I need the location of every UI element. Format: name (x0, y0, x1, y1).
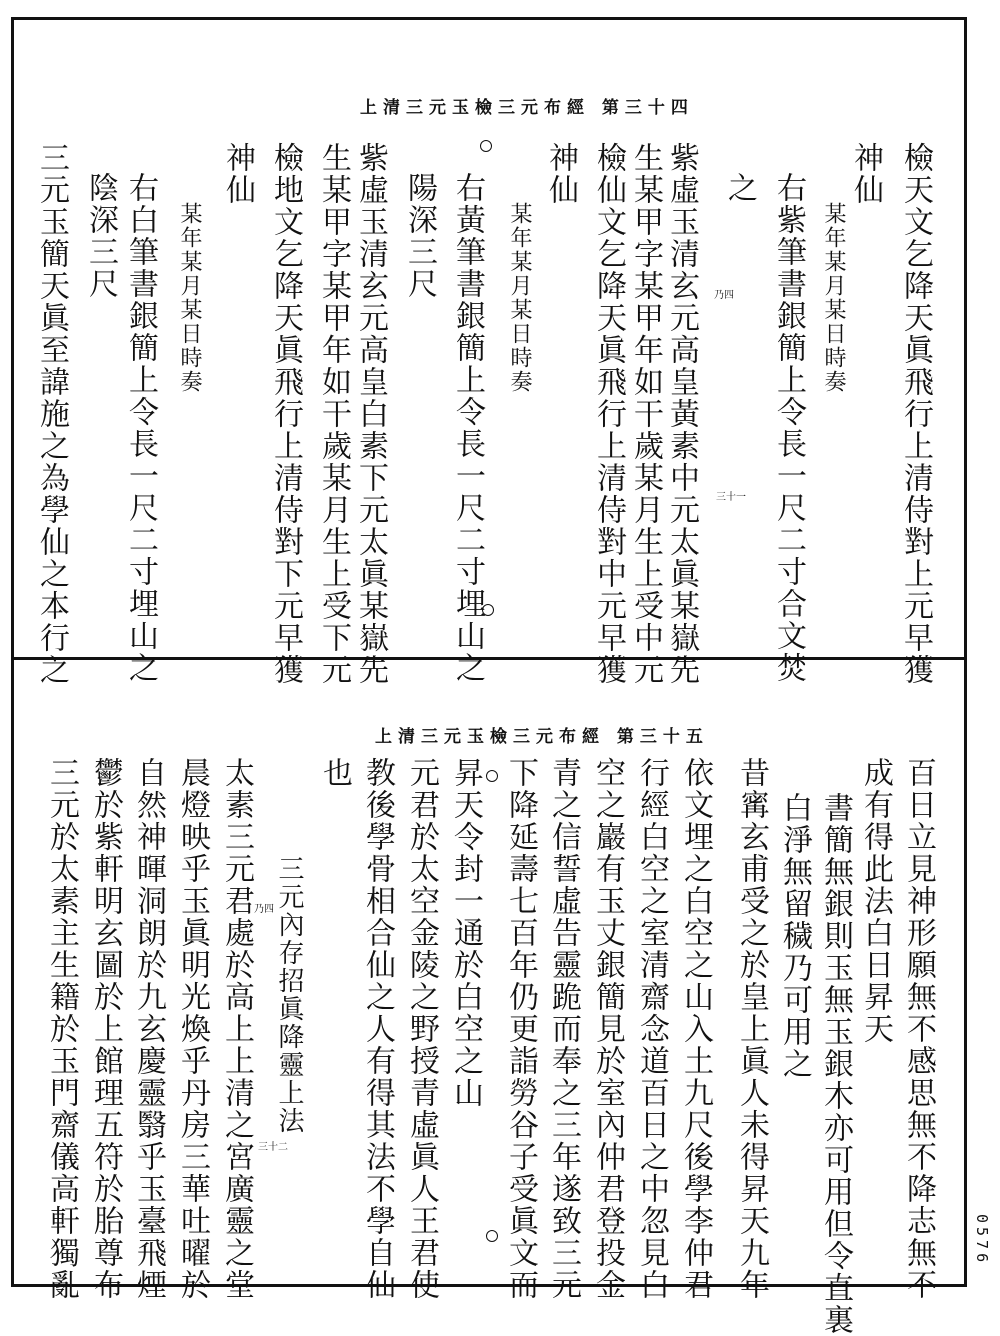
bottom-column-4: 白淨無留穢乃可用之 (777, 792, 812, 1080)
top-column-19: 陰深三尺 (83, 172, 118, 300)
bottom-column-11: 昇天令封一通於白空之山 (448, 757, 483, 1109)
top-column-13: 紫虛玉清玄元高皇白素下元太眞某嶽先 (353, 142, 388, 686)
bottom-column-3: 書簡無銀則玉無玉銀木亦可用但令直裏 (818, 792, 853, 1336)
bottom-column-7: 行經白空之室清齋念道百日之中忽見白 (634, 757, 669, 1301)
punctuation-circle (482, 604, 494, 616)
bottom-column-6: 依文埋之白空之山入土九尺後學李仲君 (678, 757, 713, 1301)
bottom-column-16: 太素三元君處於高上上清之宮廣靈之堂 (219, 757, 254, 1301)
punctuation-circle (486, 770, 498, 782)
top-column-9: 神仙 (543, 142, 578, 206)
top-column-14: 生某甲字某甲年如干歲某月生上受下元 (316, 142, 351, 686)
bottom-column-9: 青之信誓虛告靈跪而奉之三年遂致三元 (546, 757, 581, 1301)
top-column-17: 某年某月某日時奏 (177, 202, 202, 394)
top-column-1: 檢天文乞降天眞飛行上清侍對上元早獲 (898, 142, 933, 686)
bottom-column-8: 空之巖有玉丈銀簡見於室內仲君登投金 (590, 757, 625, 1301)
bottom-column-14: 也 (317, 757, 352, 789)
top-column-15: 檢地文乞降天眞飛行上清侍對下元早獲 (268, 142, 303, 686)
top-column-5: 之 (722, 172, 757, 204)
top-margin-marker: 三十一 (716, 492, 746, 503)
page-number: 0576 (973, 1214, 991, 1267)
bottom-column-17: 晨燈映乎玉眞明光煥乎丹房三華吐曜於 (175, 757, 210, 1301)
bottom-column-12: 元君於太空金陵之野授青虛眞人王君使 (404, 757, 439, 1301)
bottom-margin-marker: 乃四 (254, 904, 274, 915)
bottom-column-19: 鬱於紫軒明玄圖於上館理五符於胎尊布 (88, 757, 123, 1301)
top-column-8: 檢仙文乞降天眞飛行上清侍對中元早獲 (591, 142, 626, 686)
top-column-3: 某年某月某日時奏 (821, 202, 846, 394)
bottom-column-2: 成有得此法白日昇天 (858, 757, 893, 1045)
top-column-11: 右黃筆書銀簡上令長一尺二寸埋山之 (450, 172, 485, 684)
punctuation-circle (480, 140, 492, 152)
top-column-10: 某年某月某日時奏 (507, 202, 532, 394)
bottom-running-header: 上清三元玉檢三元布經 第三十五 (375, 727, 709, 747)
bottom-column-18: 自然神暉洞朗於九玄慶靈翳乎玉臺飛煙 (131, 757, 166, 1301)
top-running-header: 上清三元玉檢三元布經 第三十四 (360, 98, 694, 118)
top-column-6: 紫虛玉清玄元高皇黃素中元太眞某嶽先 (664, 142, 699, 686)
bottom-column-5: 昔寗玄甫受之於皇上眞人未得昇天九年 (734, 757, 769, 1301)
bottom-column-1: 百日立見神形願無不感思無不降志無不 (901, 757, 936, 1301)
top-column-12: 陽深三尺 (402, 172, 437, 300)
top-margin-marker: 乃四 (714, 290, 734, 301)
bottom-margin-marker: 三十二 (258, 1142, 288, 1153)
top-column-7: 生某甲字某甲年如干歲某月生上受中元 (628, 142, 663, 686)
top-column-2: 神仙 (848, 142, 883, 206)
top-column-16: 神仙 (220, 142, 255, 206)
bottom-column-20: 三元於太素主生籍於玉門齋儀高軒獨亂 (44, 757, 79, 1301)
top-column-4: 右紫筆書銀簡上令長一尺二寸合文焚 (771, 172, 806, 684)
punctuation-circle (486, 1230, 498, 1242)
top-column-18: 右白筆書銀簡上令長一尺二寸埋山之 (123, 172, 158, 684)
bottom-column-10: 下降延壽七百年仍更詣勞谷子受眞文而 (503, 757, 538, 1301)
bottom-column-15: 三元內存招眞降靈上法 (274, 855, 304, 1135)
bottom-column-13: 教後學骨相合仙之人有得其法不學自仙 (360, 757, 395, 1301)
top-column-20: 三元玉簡天眞至諱施之為學仙之本行之 (34, 142, 69, 686)
